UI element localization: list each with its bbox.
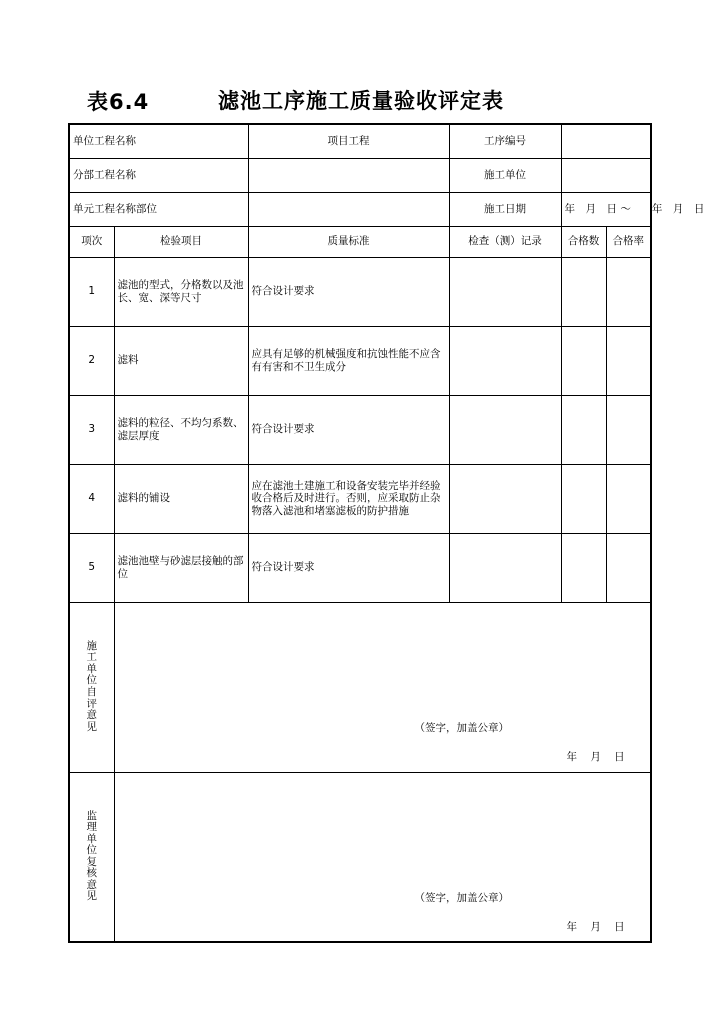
header-row-element-project bbox=[69, 192, 651, 226]
supervision-review-label: 监理单位复核意见 bbox=[86, 809, 97, 903]
row-item: 滤料 bbox=[114, 326, 248, 395]
row-record[interactable] bbox=[449, 464, 561, 533]
table-row bbox=[69, 533, 651, 602]
supervision-review-label-cell bbox=[69, 772, 114, 942]
supervision-review-opinion[interactable] bbox=[114, 772, 651, 942]
construction-unit-value[interactable] bbox=[561, 158, 651, 192]
process-no-value[interactable] bbox=[561, 124, 651, 158]
table-row bbox=[69, 464, 651, 533]
col-record: 检查（测）记录 bbox=[449, 226, 561, 257]
process-no-label: 工序编号 bbox=[449, 124, 561, 158]
element-project-value[interactable] bbox=[248, 192, 449, 226]
row-record[interactable] bbox=[449, 326, 561, 395]
row-no: 1 bbox=[69, 257, 114, 326]
page-title: 滤池工序施工质量验收评定表 bbox=[218, 89, 504, 113]
row-standard: 符合设计要求 bbox=[248, 395, 449, 464]
table-row bbox=[69, 395, 651, 464]
supervision-review-date: 年 月 日 bbox=[566, 920, 625, 933]
col-inspection-item: 检验项目 bbox=[114, 226, 248, 257]
row-qualified-count[interactable] bbox=[561, 326, 606, 395]
element-project-label: 单元工程名称部位 bbox=[69, 192, 248, 226]
row-standard: 符合设计要求 bbox=[248, 533, 449, 602]
self-evaluation-signature: （签字，加盖公章） bbox=[414, 721, 509, 734]
row-record[interactable] bbox=[449, 533, 561, 602]
row-pass-rate[interactable] bbox=[606, 257, 651, 326]
construction-unit-label: 施工单位 bbox=[449, 158, 561, 192]
col-pass-rate: 合格率 bbox=[606, 226, 651, 257]
row-record[interactable] bbox=[449, 257, 561, 326]
row-standard: 符合设计要求 bbox=[248, 257, 449, 326]
unit-project-label: 单位工程名称 bbox=[69, 124, 248, 158]
col-quality-standard: 质量标准 bbox=[248, 226, 449, 257]
table-row bbox=[69, 326, 651, 395]
sub-project-value[interactable] bbox=[248, 158, 449, 192]
row-pass-rate[interactable] bbox=[606, 464, 651, 533]
row-pass-rate[interactable] bbox=[606, 395, 651, 464]
supervision-review-row bbox=[69, 772, 651, 942]
construction-date-value[interactable]: 年 月 日 ～ 年 月 日 bbox=[561, 192, 651, 226]
self-evaluation-row bbox=[69, 602, 651, 772]
row-standard: 应在滤池土建施工和设备安装完毕并经验收合格后及时进行。否则，应采取防止杂物落入滤池和堵塞滤板的防护措施 bbox=[248, 464, 449, 533]
row-no: 5 bbox=[69, 533, 114, 602]
row-record[interactable] bbox=[449, 395, 561, 464]
row-qualified-count[interactable] bbox=[561, 395, 606, 464]
self-evaluation-opinion[interactable] bbox=[114, 602, 651, 772]
inspection-form-table bbox=[68, 123, 705, 943]
row-qualified-count[interactable] bbox=[561, 257, 606, 326]
row-item: 滤料的粒径、不均匀系数、滤层厚度 bbox=[114, 395, 248, 464]
row-pass-rate[interactable] bbox=[606, 533, 651, 602]
unit-project-value[interactable]: 项目工程 bbox=[248, 124, 449, 158]
row-pass-rate[interactable] bbox=[606, 326, 651, 395]
construction-date-label: 施工日期 bbox=[449, 192, 561, 226]
self-evaluation-label-cell bbox=[69, 602, 114, 772]
sub-project-label: 分部工程名称 bbox=[69, 158, 248, 192]
self-evaluation-label: 施工单位自评意见 bbox=[86, 639, 97, 733]
col-qualified-count: 合格数 bbox=[561, 226, 606, 257]
row-no: 3 bbox=[69, 395, 114, 464]
row-item: 滤池的型式，分格数以及池长、宽、深等尺寸 bbox=[114, 257, 248, 326]
row-qualified-count[interactable] bbox=[561, 533, 606, 602]
table-row bbox=[69, 257, 651, 326]
row-standard: 应具有足够的机械强度和抗蚀性能不应含有有害和不卫生成分 bbox=[248, 326, 449, 395]
self-evaluation-date: 年 月 日 bbox=[566, 750, 625, 763]
supervision-review-signature: （签字，加盖公章） bbox=[414, 891, 509, 904]
row-no: 2 bbox=[69, 326, 114, 395]
column-header-row bbox=[69, 226, 651, 257]
row-item: 滤料的铺设 bbox=[114, 464, 248, 533]
col-item-no: 项次 bbox=[69, 226, 114, 257]
row-item: 滤池池壁与砂滤层接触的部位 bbox=[114, 533, 248, 602]
header-row-sub-project bbox=[69, 158, 651, 192]
header-row-unit-project bbox=[69, 124, 651, 158]
table-number: 表6.4 bbox=[87, 90, 150, 114]
row-qualified-count[interactable] bbox=[561, 464, 606, 533]
row-no: 4 bbox=[69, 464, 114, 533]
